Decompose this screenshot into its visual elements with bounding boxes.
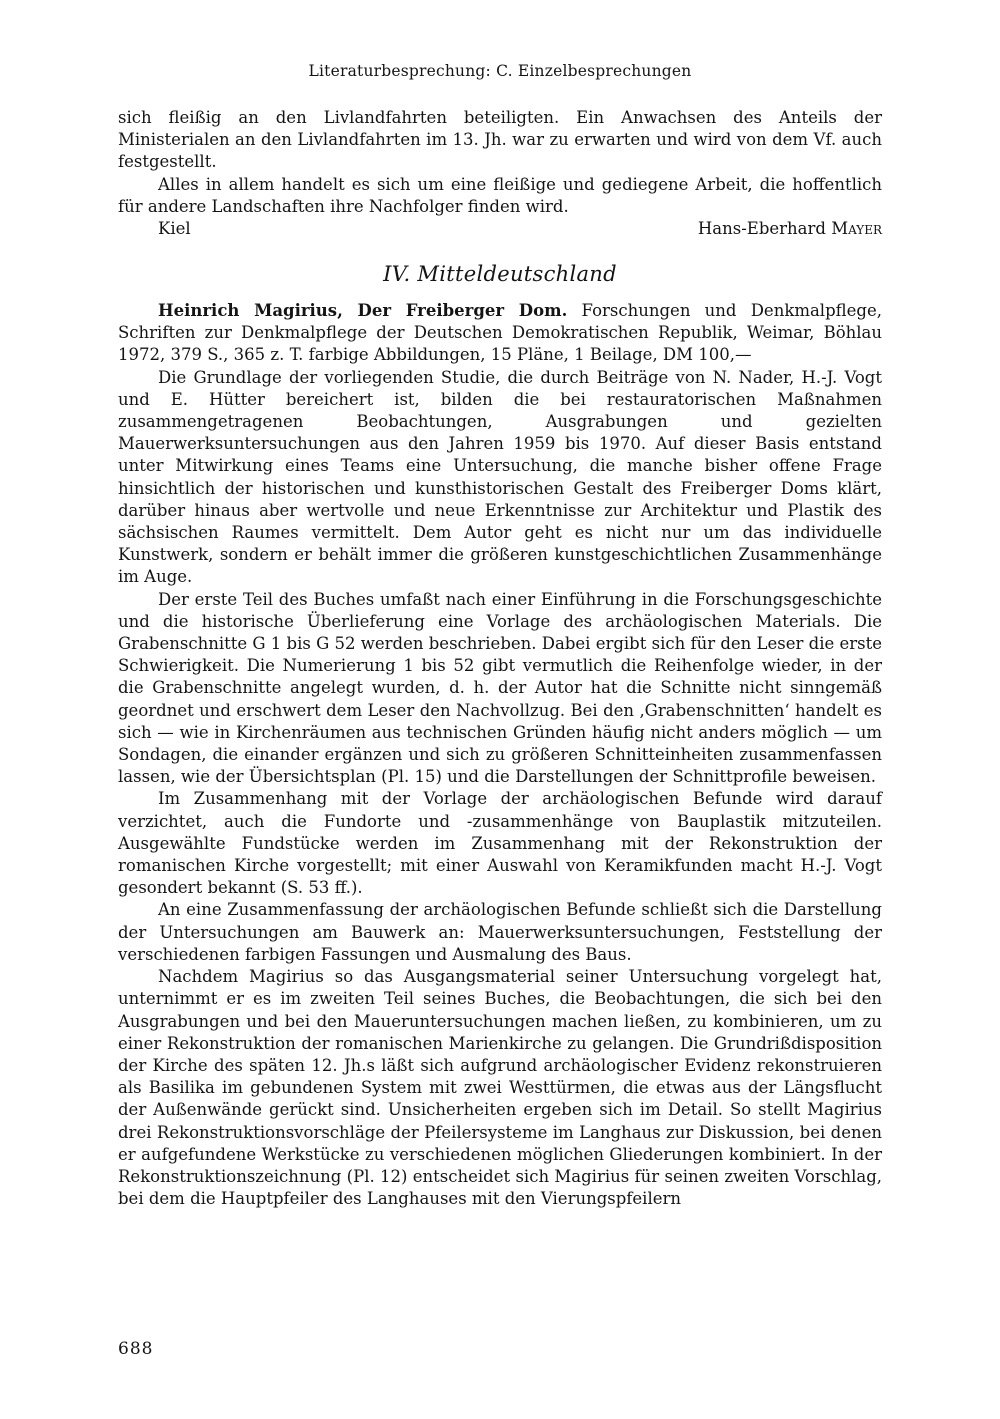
page-number: 688 <box>118 1339 154 1359</box>
review-body <box>118 300 882 1210</box>
previous-review-paragraph-1: sich fleißig an den Livlandfahrten beteiligten. Ein Anwachsen des Anteils der Ministerialen an den Livlandfahrten im 13. Jh. war zu erwarten und wird von dem Vf. auch festgestellt. <box>118 108 882 172</box>
review-place: Kiel <box>158 219 191 239</box>
reviewer-last-name: Mayer <box>831 219 882 239</box>
section-title: IV. Mitteldeutschland <box>383 262 617 286</box>
review-paragraph: An eine Zusammenfassung der archäologischen Befunde schließt sich die Darstellung der Untersuchungen am Bauwerk an: Mauerwerksuntersuchungen, Feststellung der verschiedenen farbigen Fassungen und Ausmalung des Baus. <box>118 900 882 964</box>
running-head: Literaturbesprechung: C. Einzelbesprechungen <box>308 62 692 80</box>
bibliographic-entry <box>118 300 882 367</box>
book-details: Forschungen und Denkmalpflege, Schriften zur Denkmalpflege der Deutschen Demokratischen Republik, Weimar, Böhlau 1972, 379 S., 365 z. T. farbige Abbildungen, 15 Pläne, 1 Beilage, DM 100,— <box>118 301 882 365</box>
reviewer-name <box>698 218 882 240</box>
previous-review-paragraph-2: Alles in allem handelt es sich um eine fleißige und gediegene Arbeit, die hoffentlich für andere Landschaften ihre Nachfolger finden wird. <box>118 174 882 216</box>
review-paragraph: Nachdem Magirius so das Ausgangsmaterial seiner Untersuchung vorgelegt hat, unternimmt er es im zweiten Teil seines Buches, die Beobachtungen, die sich bei den Ausgrabungen und bei den Maueruntersuchungen machen ließen, zu kombinieren, um zu einer Rekonstruktion der romanischen Marienkirche zu gelangen. Die Grundrißdisposition der Kirche des späten 12. Jh.s läßt sich aufgrund archäologischer Evidenz rekonstruieren als Basilika im gebundenen System mit zwei Westtürmen, die etwas aus der Längsflucht der Außenwände gerückt sind. Unsicherheiten ergeben sich im Detail. So stellt Magirius drei Rekonstruktionsvorschläge der Pfeilersysteme im Langhaus zur Diskussion, bei denen er aufgefundene Werkstücke zu verschiedenen möglichen Gliederungen kombiniert. In der Rekonstruktionszeichnung (Pl. 12) entscheidet sich Magirius für seinen zweiten Vorschlag, bei dem die Hauptpfeiler des Langhauses mit den Vierungspfeilern <box>118 967 882 1209</box>
book-author-title: Heinrich Magirius, Der Freiberger Dom. <box>158 301 568 320</box>
review-paragraph: Der erste Teil des Buches umfaßt nach einer Einführung in die Forschungsgeschichte und die historische Überlieferung eine Vorlage des archäologischen Materials. Die Grabenschnitte G 1 bis G 52 werden beschrieben. Dabei ergibt sich für den Leser die erste Schwierigkeit. Die Numerierung 1 bis 52 gibt vermutlich die Reihenfolge wieder, in der die Grabenschnitte angelegt wurden, d. h. der Autor hat die Schnitte nicht sinngemäß geordnet und erschwert dem Leser den Nachvollzug. Bei den ‚Grabenschnitten‘ handelt es sich — wie in Kirchenräumen aus technischen Gründen häufig nicht anders möglich — um Sondagen, die einander ergänzen und sich zu größeren Schnitteinheiten zusammenfassen lassen, wie der Übersichtsplan (Pl. 15) und die Darstellungen der Schnittprofile beweisen. <box>118 589 882 787</box>
reviewer-first-name: Hans-Eberhard <box>697 219 826 239</box>
previous-review-end <box>118 107 882 240</box>
reviewer-signature <box>118 218 882 240</box>
review-paragraph: Die Grundlage der vorliegenden Studie, die durch Beiträge von N. Nader, H.-J. Vogt und E. Hütter bereichert ist, bilden die bei restauratorischen Maßnahmen zusammengetragenen Beobachtungen, Ausgrabungen und gezielten Mauerwerksuntersuchungen aus den Jahren 1959 bis 1970. Auf dieser Basis entstand unter Mitwirkung eines Teams eine Untersuchung, die manche bisher offene Frage hinsichtlich der historischen und kunsthistorischen Gestalt des Freiberger Doms klärt, darüber hinaus aber wertvolle und neue Erkenntnisse zur Architektur und Plastik des sächsischen Raumes vermittelt. Dem Autor geht es nicht nur um das individuelle Kunstwerk, sondern er behält immer die größeren kunstgeschichtlichen Zusammenhänge im Auge. <box>118 367 882 587</box>
review-paragraph: Im Zusammenhang mit der Vorlage der archäologischen Befunde wird darauf verzichtet, auch die Fundorte und -zusammenhänge von Bauplastik mitzuteilen. Ausgewählte Fundstücke werden im Zusammenhang mit der Rekonstruktion der romanischen Kirche vorgestellt; mit einer Auswahl von Keramikfunden macht H.-J. Vogt gesondert bekannt (S. 53 ff.). <box>118 789 882 898</box>
